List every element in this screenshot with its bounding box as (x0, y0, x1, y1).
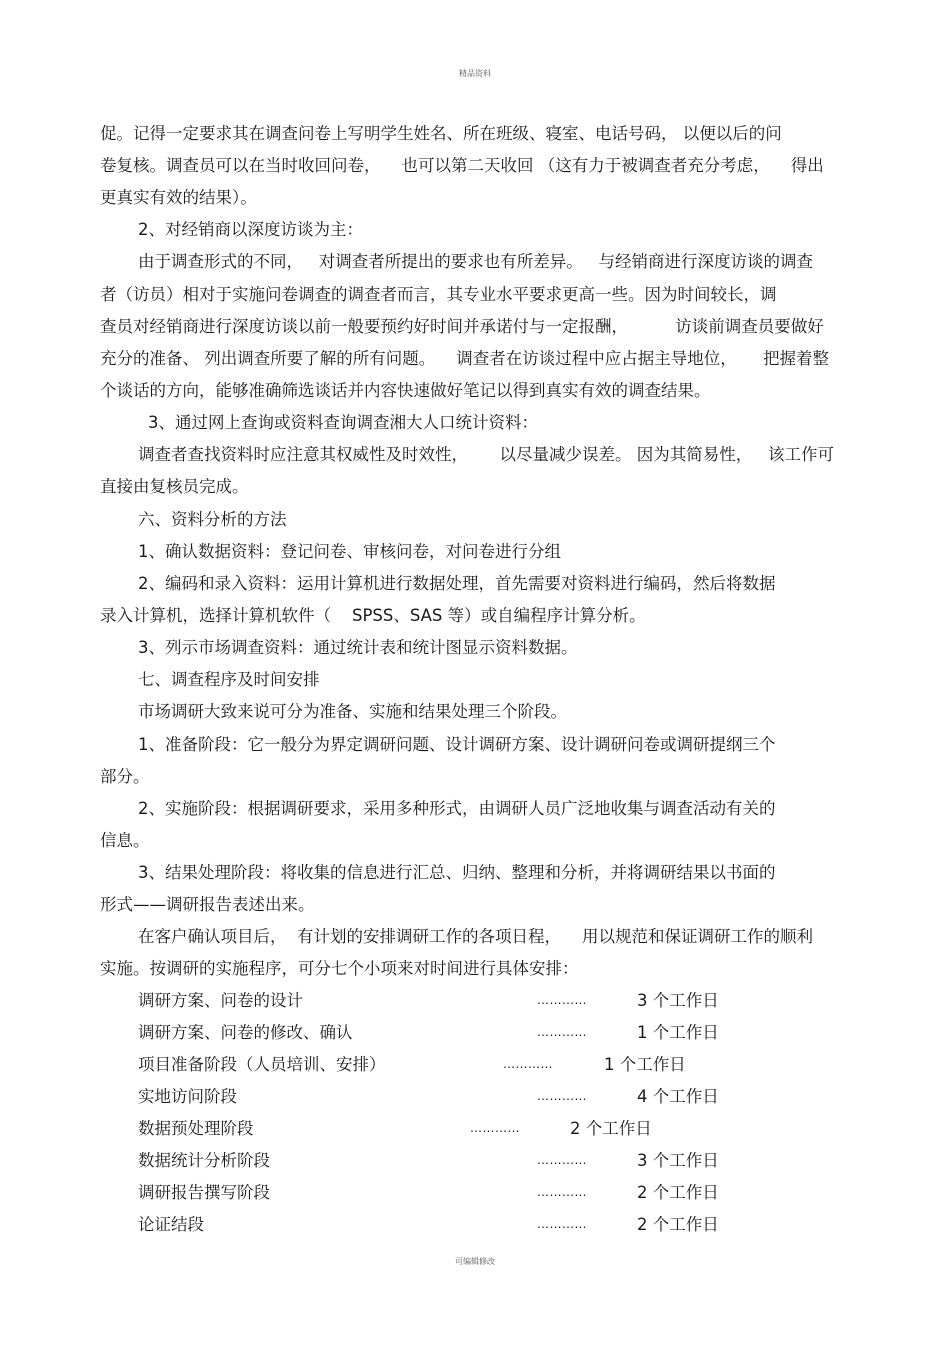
text-line: 2、编码和录入资料：运用计算机进行数据处理，首先需要对资料进行编码，然后将数据 (138, 574, 776, 593)
page-footer: 可编辑修改 (455, 1257, 495, 1266)
text-line: 卷复核。调查员可以在当时收回问卷， 也可以第二天收回 （这有力于被调查者充分考虑， 得出 (100, 156, 824, 175)
schedule-duration: 2 个工作日 (637, 1183, 719, 1202)
text-line: 实施。按调研的实施程序，可分七个小项来对时间进行具体安排： (100, 959, 579, 978)
leader-dots: ………… (537, 1089, 587, 1103)
schedule-duration: 1 个工作日 (604, 1055, 686, 1074)
leader-dots: ………… (537, 993, 587, 1007)
text-line: 1、准备阶段：它一般分为界定调研问题、设计调研方案、设计调研问卷或调研提纲三个 (138, 735, 776, 754)
text-line: 录入计算机，选择计算机软件（ SPSS、SAS 等）或自编程序计算分析。 (100, 606, 646, 625)
leader-dots: ………… (537, 1217, 587, 1231)
text-line: 市场调研大致来说可分为准备、实施和结果处理三个阶段。 (138, 702, 567, 721)
section-heading: 2、对经销商以深度访谈为主： (138, 220, 363, 239)
section-heading: 3、通过网上查询或资料查询调查湘大人口统计资料： (148, 413, 538, 432)
schedule-item: 实地访问阶段 (138, 1087, 237, 1106)
text-line: 部分。 (100, 767, 150, 786)
text-line: 者（访员）相对于实施问卷调查的调查者而言，其专业水平要求更高一些。因为时间较长，调 (100, 285, 777, 304)
section-heading: 七、调查程序及时间安排 (138, 670, 320, 689)
text-line: 由于调查形式的不同， 对调查者所提出的要求也有所差异。 与经销商进行深度访谈的调查 (138, 252, 813, 271)
text-line: 3、列示市场调查资料：通过统计表和统计图显示资料数据。 (138, 638, 578, 657)
text-line: 查员对经销商进行深度访谈以前一般要预约好时间并承诺付与一定报酬， 访谈前调查员要做好 (100, 317, 824, 336)
schedule-item: 数据预处理阶段 (138, 1119, 254, 1138)
schedule-duration: 2 个工作日 (637, 1215, 719, 1234)
text-line: 调查者查找资料时应注意其权威性及时效性， 以尽量减少误差。 因为其简易性， 该工作可 (138, 445, 834, 464)
text-line: 2、实施阶段：根据调研要求，采用多种形式，由调研人员广泛地收集与调查活动有关的 (138, 799, 776, 818)
text-line: 形式——调研报告表述出来。 (100, 895, 315, 914)
text-line: 直接由复核员完成。 (100, 477, 249, 496)
leader-dots: ………… (537, 1185, 587, 1199)
page-header: 精品资料 (459, 69, 491, 78)
schedule-item: 调研方案、问卷的设计 (138, 991, 303, 1010)
schedule-duration: 4 个工作日 (637, 1087, 719, 1106)
schedule-duration: 2 个工作日 (570, 1119, 652, 1138)
text-line: 促。记得一定要求其在调查问卷上写明学生姓名、所在班级、寝室、电话号码， 以便以后的问 (100, 124, 782, 143)
text-line: 个谈话的方向，能够准确筛选谈话并内容快速做好笔记以得到真实有效的调查结果。 (100, 381, 711, 400)
schedule-item: 数据统计分析阶段 (138, 1151, 270, 1170)
leader-dots: ………… (537, 1153, 587, 1167)
text-line: 更真实有效的结果）。 (100, 188, 257, 207)
leader-dots: ………… (470, 1121, 520, 1135)
schedule-item: 论证结段 (138, 1215, 204, 1234)
schedule-duration: 3 个工作日 (637, 1151, 719, 1170)
schedule-item: 项目准备阶段（人员培训、安排） (138, 1055, 386, 1074)
text-line: 在客户确认项目后， 有计划的安排调研工作的各项日程， 用以规范和保证调研工作的顺利 (138, 927, 813, 946)
schedule-duration: 3 个工作日 (637, 991, 719, 1010)
schedule-duration: 1 个工作日 (637, 1023, 719, 1042)
schedule-item: 调研报告撰写阶段 (138, 1183, 270, 1202)
schedule-item: 调研方案、问卷的修改、确认 (138, 1023, 353, 1042)
text-line: 1、确认数据资料：登记问卷、审核问卷，对问卷进行分组 (138, 542, 561, 561)
text-line: 充分的准备、 列出调查所要了解的所有问题。 调查者在访谈过程中应占据主导地位， 把握着整 (100, 349, 829, 368)
text-line: 3、结果处理阶段：将收集的信息进行汇总、归纳、整理和分析，并将调研结果以书面的 (138, 863, 776, 882)
leader-dots: ………… (503, 1057, 553, 1071)
text-line: 信息。 (100, 831, 150, 850)
leader-dots: ………… (537, 1025, 587, 1039)
section-heading: 六、资料分析的方法 (138, 510, 287, 529)
